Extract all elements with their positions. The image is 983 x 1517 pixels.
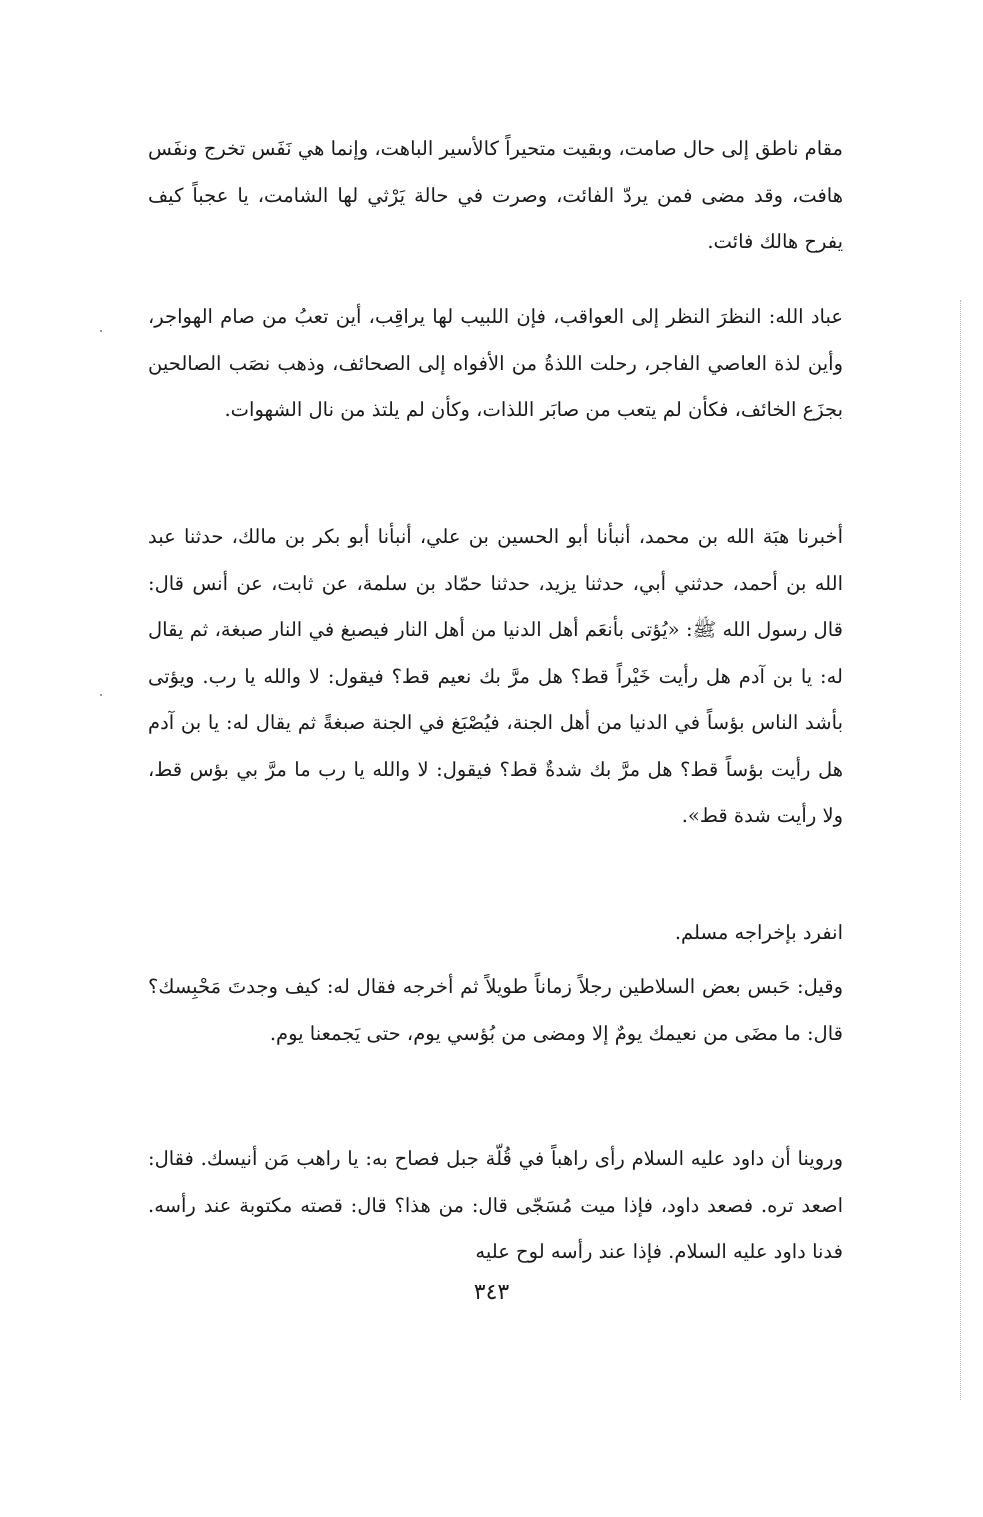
paragraph-1: مقام ناطق إلى حال صامت، وبقيت متحيراً كالأسير الباهت، وإنما هي نَفَس تخرج ونفَس هافت، وقد مضى فمن يردّ الفائت، وصرت في حالة يَرْثي لها الشامت، يا عجباً كيف يفرح هالك فائت. (148, 137, 843, 253)
paragraph-4: انفرد بإخراجه مسلم. (674, 921, 843, 944)
scan-speck (100, 330, 102, 332)
paragraph-6: وروينا أن داود عليه السلام رأى راهباً في قُلّة جبل فصاح به: يا راهب مَن أنيسك. فقال: اصعد تره. فصعد داود، فإذا ميت مُسَجّى قال: من هذا؟ قال: قصته مكتوبة عند رأسه. فدنا داود عليه السلام. فإذا عند رأسه لوح عليه (148, 1147, 843, 1263)
paragraph-2: عباد الله: النظرَ النظر إلى العواقب، فإن اللبيب لها يراقِب، أين تعبُ من صام الهواجر، وأين لذة العاصي الفاجر، رحلت اللذةُ من الأفواه إلى الصحائف، وذهب نصَب الصالحين بجزَع الخائف، فكأن لم يتعب من صابَر اللذات، وكأن لم يلتذ من نال الشهوات. (148, 305, 843, 421)
paragraph-3: أخبرنا هبَة الله بن محمد، أنبأنا أبو الحسين بن علي، أنبأنا أبو بكر بن مالك، حدثنا عبد الله بن أحمد، حدثني أبي، حدثنا يزيد، حدثنا حمّاد بن سلمة، عن ثابت، عن أنس قال: قال رسول الله ﷺ: «يُؤتى بأنعَم أهل الدنيا من أهل النار فيصبغ في النار صبغة، ثم يقال له: يا بن آدم هل رأيت خَيْراً قط؟ هل مرَّ بك نعيم قط؟ فيقول: لا والله يا رب. ويؤتى بأشد الناس بؤساً في الدنيا من أهل الجنة، فيُصْبَغ في الجنة صبغةً ثم يقال له: يا بن آدم هل رأيت بؤساً قط؟ هل مرَّ بك شدةٌ قط؟ فيقول: لا والله يا رب ما مرَّ بي بؤس قط، ولا رأيت شدة قط». (148, 525, 843, 827)
paragraph-5: وقيل: حَبس بعض السلاطين رجلاً زماناً طويلاً ثم أخرجه فقال له: كيف وجدتَ مَحْبِسك؟ قال: ما مضَى من نعيمك يومٌ إلا ومضى من بُؤسي يوم، حتى يَجمعنا يوم. (148, 975, 843, 1045)
scan-speck (100, 694, 102, 696)
scan-edge-line (960, 300, 961, 1400)
page-number: ٣٤٣ (473, 1280, 510, 1305)
